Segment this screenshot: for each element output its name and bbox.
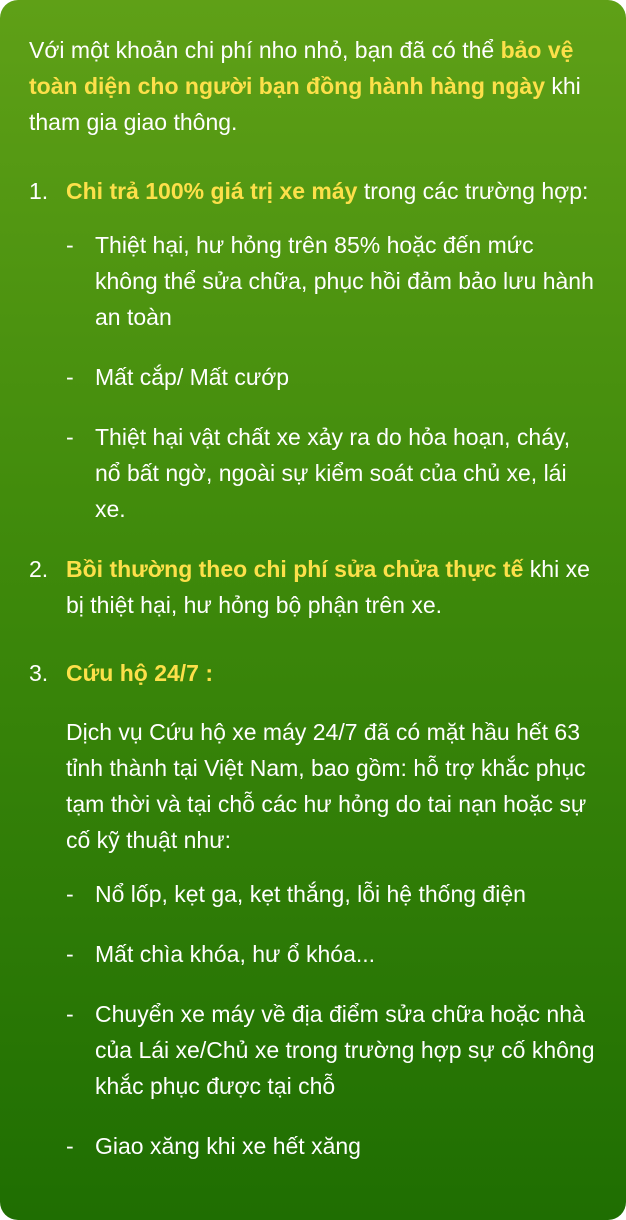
sub-item-text: Mất cắp/ Mất cướp [95,364,290,390]
sub-list-item [66,876,596,912]
sub-item-text: Mất chìa khóa, hư ổ khóa... [95,941,376,967]
sub-list [66,227,596,527]
item-highlight: Cứu hộ 24/7 : [66,660,214,686]
sub-item-text: Giao xăng khi xe hết xăng [95,1133,361,1159]
item-paragraph: Dịch vụ Cứu hộ xe máy 24/7 đã có mặt hầu hết 63 tỉnh thành tại Việt Nam, bao gồm: hỗ trợ khắc phục tạm thời và tại chỗ các hư hỏng do tai nạn hoặc sự cố kỹ thuật như: [66,719,587,853]
item-number: 3. [29,660,49,686]
sub-item-text: Chuyển xe máy về địa điểm sửa chữa hoặc nhà của Lái xe/Chủ xe trong trường hợp sự cố không khắc phục được tại chỗ [95,1001,595,1099]
sub-list-item [66,227,596,335]
intro-prefix: Với một khoản chi phí nho nhỏ, bạn đã có thể [29,37,501,63]
sub-list [66,876,596,1164]
dash-bullet: - [66,941,74,967]
sub-item-text: Thiệt hại vật chất xe xảy ra do hỏa hoạn, cháy, nổ bất ngờ, ngoài sự kiểm soát của chủ xe, lái xe. [95,424,571,522]
dash-bullet: - [66,881,74,907]
dash-bullet: - [66,1001,74,1027]
item-text: khi xe bị thiệt hại, hư hỏng bộ phận trên xe. [66,556,590,618]
sub-item-text: Thiệt hại, hư hỏng trên 85% hoặc đến mức không thể sửa chữa, phục hồi đảm bảo lưu hành an toàn [95,232,594,330]
item-heading [66,655,596,691]
item-highlight: Chi trả 100% giá trị xe máy [66,178,358,204]
benefit-item-2 [29,551,596,623]
benefit-item-1 [29,173,596,527]
benefit-item-3 [29,655,596,1164]
sub-list-item [66,419,596,527]
dash-bullet: - [66,1133,74,1159]
sub-list-item [66,1128,596,1164]
sub-list-item [66,936,596,972]
intro-suffix: khi tham gia giao thông. [29,73,581,135]
item-heading [66,551,596,623]
intro-highlight: bảo vệ toàn diện cho người bạn đồng hành hàng ngày [29,37,574,99]
item-heading [66,173,596,209]
item-number: 1. [29,178,49,204]
dash-bullet: - [66,424,74,450]
item-text: trong các trường hợp: [357,178,589,204]
sub-list-item [66,359,596,395]
sub-list-item [66,996,596,1104]
item-number: 2. [29,556,49,582]
dash-bullet: - [66,232,74,258]
sub-item-text: Nổ lốp, kẹt ga, kẹt thắng, lỗi hệ thống điện [95,881,526,907]
dash-bullet: - [66,364,74,390]
intro-paragraph [29,32,596,140]
item-highlight: Bồi thường theo chi phí sửa chửa thực tế [66,556,524,582]
